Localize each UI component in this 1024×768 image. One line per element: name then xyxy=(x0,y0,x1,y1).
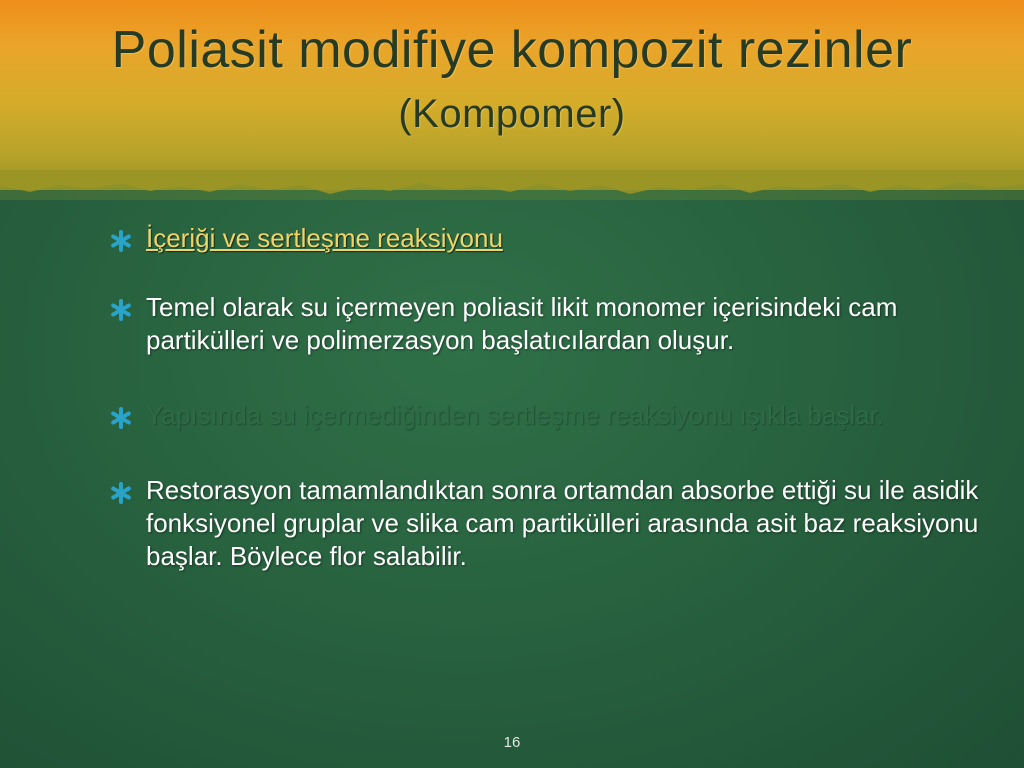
bullet-item xyxy=(110,222,990,255)
bullet-list xyxy=(110,222,990,615)
asterisk-icon xyxy=(110,407,132,429)
bullet-text: Restorasyon tamamlandıktan sonra ortamdan absorbe ettiği su ile asidik fonksiyonel gruplar ve slika cam partikülleri arasında asit baz reaksiyonu başlar. Böylece flor salabilir. xyxy=(146,475,979,571)
asterisk-icon xyxy=(110,230,132,252)
bullet-text: Temel olarak su içermeyen poliasit likit monomer içerisindeki cam partikülleri ve polimerzasyon başlatıcılardan oluşur. xyxy=(146,292,898,355)
asterisk-icon xyxy=(110,299,132,321)
banner-torn-edge xyxy=(0,170,1024,210)
title-main: Poliasit modifiye kompozit rezinler xyxy=(111,21,913,79)
asterisk-icon xyxy=(110,482,132,504)
bullet-item xyxy=(110,474,990,573)
bullet-text: Yapısında su içermediğinden sertleşme reaksiyonu ışıkla başlar. xyxy=(146,400,885,430)
bullet-item xyxy=(110,291,990,357)
bullet-item xyxy=(110,399,990,432)
title-parenthetical: (Kompomer) xyxy=(398,92,626,136)
bullet-text: İçeriği ve sertleşme reaksiyonu xyxy=(146,223,503,253)
page-number: 16 xyxy=(503,734,521,751)
slide-title xyxy=(0,20,1024,144)
